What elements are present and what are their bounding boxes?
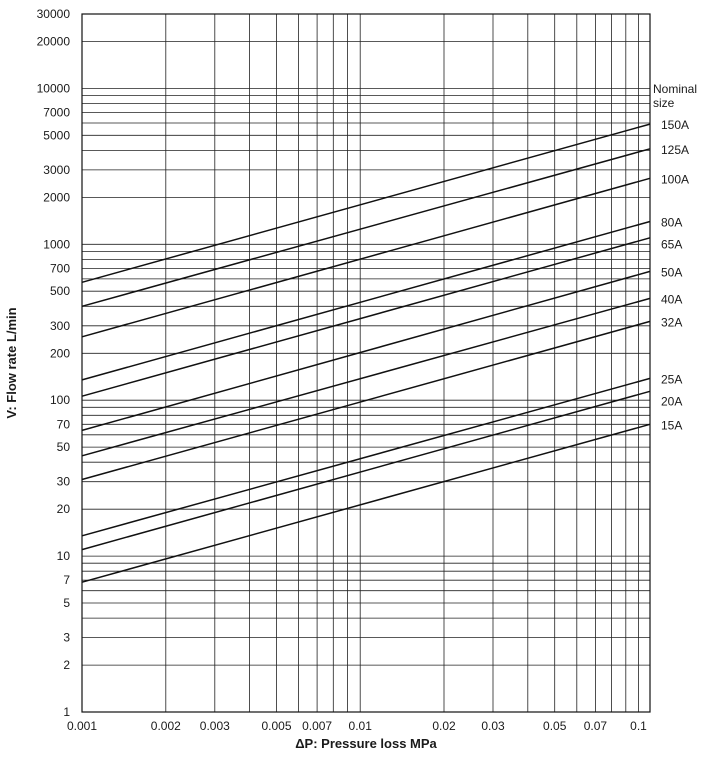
plot-frame <box>82 14 650 712</box>
y-tick-label: 20 <box>56 502 70 517</box>
y-tick-label: 50 <box>56 440 70 455</box>
series-label-125a: 125A <box>661 142 690 157</box>
x-tick-label: 0.007 <box>302 719 333 733</box>
y-tick-label: 7000 <box>43 105 70 120</box>
legend-title-line-2: size <box>653 96 675 110</box>
series-label-20a: 20A <box>661 394 683 409</box>
x-tick-label: 0.005 <box>261 719 292 733</box>
legend-title-line-1: Nominal <box>653 82 698 96</box>
series-label-15a: 15A <box>661 418 683 433</box>
series-line-125a <box>82 149 650 306</box>
series-label-32a: 32A <box>661 315 683 330</box>
x-tick-labels <box>67 719 647 733</box>
y-tick-label: 10 <box>56 549 70 564</box>
y-tick-labels <box>37 7 71 719</box>
y-tick-label: 3 <box>63 630 70 645</box>
series-line-65a <box>82 238 650 396</box>
series-label-50a: 50A <box>661 265 683 280</box>
y-tick-label: 300 <box>49 318 70 333</box>
series-line-50a <box>82 271 650 430</box>
series-line-40a <box>82 298 650 455</box>
series-line-100a <box>82 178 650 336</box>
series-label-80a: 80A <box>661 215 683 230</box>
y-tick-label: 20000 <box>36 34 70 49</box>
x-axis-title: ΔP: Pressure loss MPa <box>295 736 437 751</box>
y-tick-label: 30000 <box>36 7 70 21</box>
y-tick-label: 1000 <box>43 237 70 252</box>
y-tick-label: 100 <box>49 393 70 408</box>
series-label-65a: 65A <box>661 237 683 252</box>
x-tick-label: 0.05 <box>543 719 567 733</box>
x-tick-label: 0.01 <box>348 719 372 733</box>
y-axis-title: V: Flow rate L/min <box>4 307 19 419</box>
y-tick-label: 30 <box>56 474 70 489</box>
x-tick-label: 0.07 <box>583 719 608 733</box>
y-tick-label: 70 <box>56 417 70 432</box>
grid-lines <box>82 14 650 712</box>
y-tick-label: 2 <box>63 658 70 673</box>
x-tick-label: 0.001 <box>66 719 98 733</box>
series-line-15a <box>82 424 650 582</box>
y-tick-label: 10000 <box>36 81 70 96</box>
x-tick-label: 0.1 <box>630 719 647 733</box>
series-line-25a <box>82 378 650 535</box>
x-tick-label: 0.03 <box>481 719 505 733</box>
y-tick-label: 1 <box>63 705 70 719</box>
y-tick-label: 200 <box>49 346 70 361</box>
x-tick-label: 0.002 <box>150 719 181 733</box>
series-line-150a <box>82 124 650 282</box>
series-label-40a: 40A <box>661 292 683 307</box>
y-tick-label: 7 <box>63 573 70 588</box>
y-tick-label: 700 <box>49 261 70 276</box>
series-labels <box>661 118 689 432</box>
y-tick-label: 3000 <box>43 162 70 177</box>
y-tick-label: 5 <box>63 596 70 610</box>
series-label-25a: 25A <box>661 372 683 387</box>
y-tick-label: 2000 <box>43 190 70 205</box>
y-tick-label: 500 <box>49 284 70 299</box>
series-label-100a: 100A <box>661 172 690 187</box>
y-tick-label: 5000 <box>43 128 70 143</box>
x-tick-label: 0.003 <box>199 719 230 733</box>
series-label-150a: 150A <box>661 118 690 133</box>
x-tick-label: 0.02 <box>432 719 456 733</box>
series-line-80a <box>82 222 650 380</box>
